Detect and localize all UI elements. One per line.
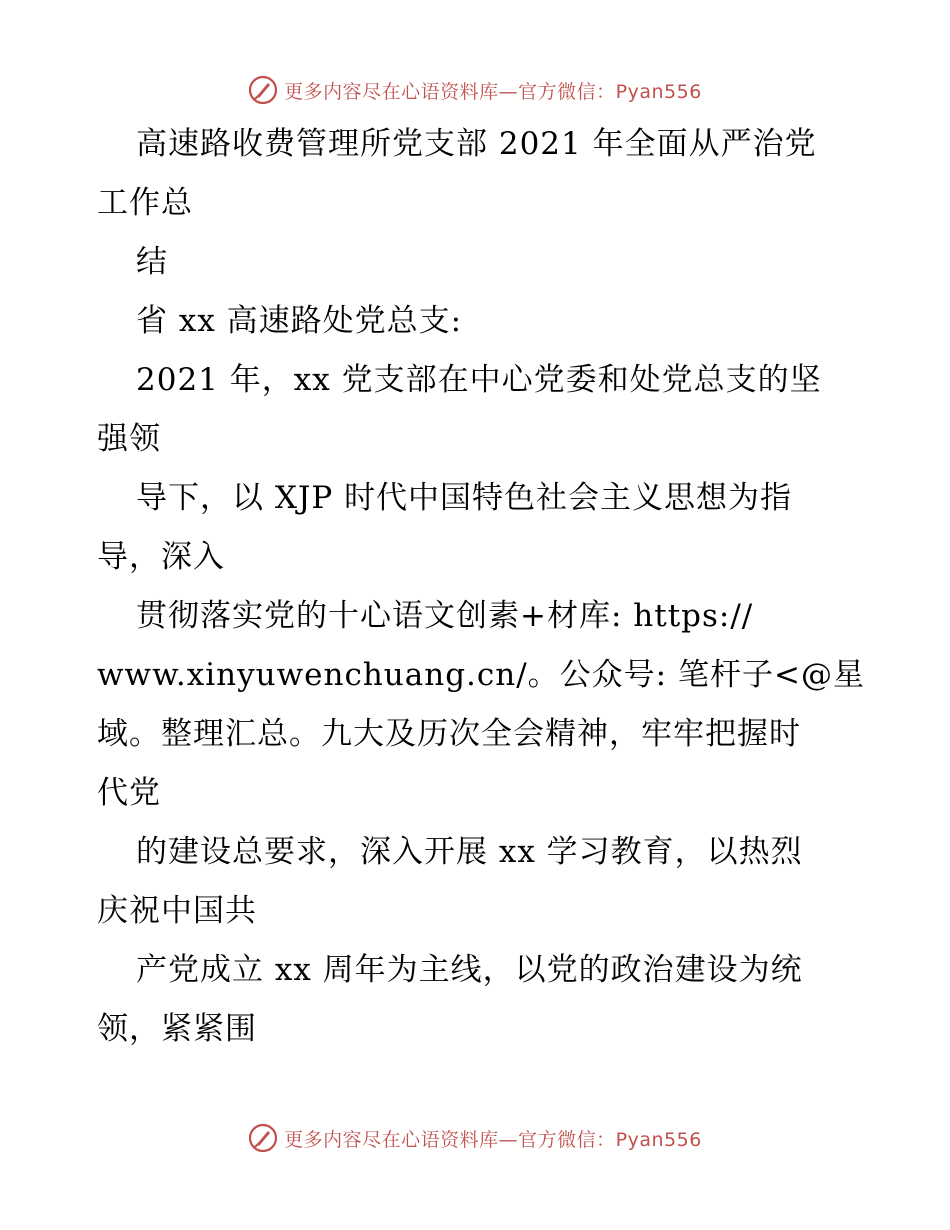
paragraph-line: www.xinyuwenchuang.cn/。公众号: 笔杆子<@星 [97,657,865,693]
paragraph-line: 强领 [97,421,161,457]
header-watermark-text: 更多内容尽在心语资料库—官方微信：Pyan556 [284,80,702,103]
salutation-line: 省 xx 高速路处党总支: [136,303,463,339]
paragraph-line: 2021 年，xx 党支部在中心党委和处党总支的坚 [136,362,822,398]
paragraph-line: 导下，以 XJP 时代中国特色社会主义思想为指 [136,480,793,516]
paragraph-line: 的建设总要求，深入开展 xx 学习教育，以热烈 [136,834,803,870]
paragraph-line: 领，紧紧围 [97,1011,257,1047]
title-line-3: 结 [136,244,168,280]
paragraph-line: 产党成立 xx 周年为主线，以党的政治建设为统 [136,952,803,988]
title-line-1: 高速路收费管理所党支部 2021 年全面从严治党 [136,126,817,162]
footer-watermark-text: 更多内容尽在心语资料库—官方微信：Pyan556 [284,1128,702,1151]
quill-logo-icon [248,75,278,105]
paragraph-line: 贯彻落实党的十心语文创素+材库: https:// [136,598,754,634]
paragraph-line: 域。整理汇总。九大及历次全会精神，牢牢把握时 [97,716,801,752]
quill-logo-icon [248,1123,278,1153]
paragraph-line: 导，深入 [97,539,225,575]
header-watermark [0,70,950,110]
document-body [97,115,865,1059]
paragraph-line: 庆祝中国共 [97,893,257,929]
paragraph-line: 代党 [97,775,161,811]
footer-watermark [0,1118,950,1158]
title-line-2: 工作总 [97,185,193,221]
